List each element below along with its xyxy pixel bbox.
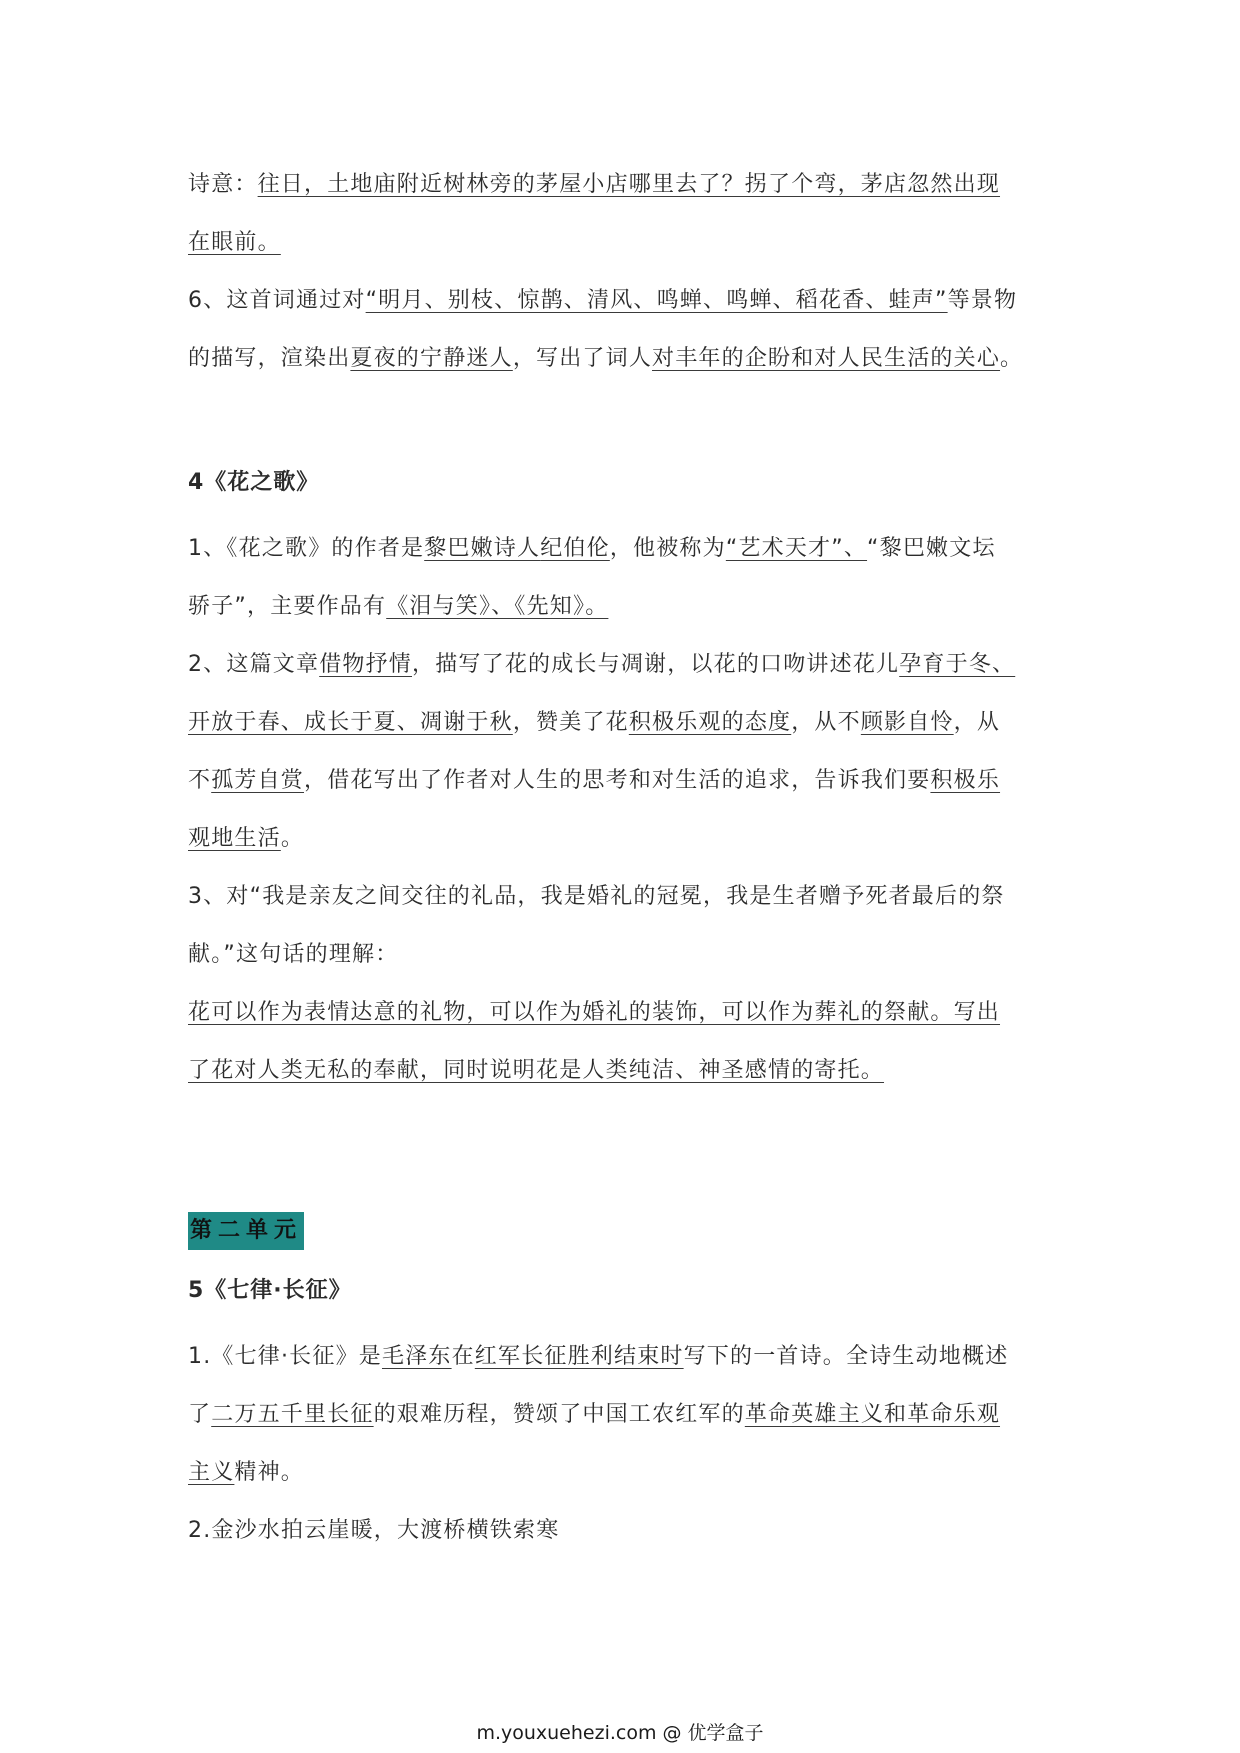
s4-item-2-b: ，描写了花的成长与凋谢，以花的口吻讲述花儿 bbox=[412, 652, 900, 677]
s5-item-1-line-2 bbox=[188, 1400, 1058, 1430]
section-4-title: 4《花之歌》 bbox=[188, 470, 320, 495]
s4-item-3-answer-2 bbox=[188, 1056, 1058, 1086]
item-6-end: 。 bbox=[1000, 346, 1024, 371]
s4-item-2-g: ，借花写出了作者对人生的思考和对生活的追求，告诉我们要 bbox=[304, 768, 931, 793]
s5-item-1-a: 1.《七律·长征》是 bbox=[188, 1344, 382, 1369]
s4-item-2-d: ，从不 bbox=[791, 710, 861, 735]
s4-title-2: “黎巴嫩文坛 bbox=[867, 536, 996, 561]
poem-meaning-label: 诗意： bbox=[188, 172, 258, 197]
s4-works: 《泪与笑》、《先知》。 bbox=[386, 594, 609, 619]
s4-item-2-line-2 bbox=[188, 708, 1058, 738]
s4-author: 纪伯伦 bbox=[540, 536, 610, 561]
s4-item-3-line-2: 献。”这句话的理解： bbox=[188, 942, 399, 967]
s5-poet: 毛泽东 bbox=[381, 1344, 452, 1369]
s4-item-1-a: 1、《花之歌》的作者是 bbox=[188, 536, 425, 561]
s4-item-2-e: ，从 bbox=[953, 710, 1001, 735]
s4-item-1-line-1 bbox=[188, 534, 1058, 564]
poem-meaning-line-2 bbox=[188, 228, 1058, 258]
s4-self-2: 孤芳自赏 bbox=[211, 768, 305, 793]
s5-item-1-b: 在 bbox=[451, 1344, 475, 1369]
s4-item-2-a: 2、这篇文章 bbox=[188, 652, 320, 677]
s4-answer-1: 花可以作为表情达意的礼物，可以作为婚礼的装饰，可以作为葬礼的祭献。写出 bbox=[188, 1000, 1001, 1025]
section-5-title: 5《七律·长征》 bbox=[188, 1278, 352, 1303]
poem-meaning-text: 往日，土地庙附近树林旁的茅屋小店哪里去了？拐了个弯，茅店忽然出现 bbox=[257, 172, 1001, 197]
s4-item-2-line-4 bbox=[188, 824, 1058, 854]
s4-item-3-answer-1 bbox=[188, 998, 1058, 1028]
poem-meaning-text-cont: 在眼前。 bbox=[188, 230, 281, 255]
s5-item-1-e: 的艰难历程，赞颂了中国工农红军的 bbox=[373, 1402, 745, 1427]
s5-item-1-line-1 bbox=[188, 1342, 1058, 1372]
item-6-prefix: 6、这首词通过对 bbox=[188, 288, 366, 313]
s5-item-1-c: 写下的一首诗。全诗生动地概述 bbox=[683, 1344, 1009, 1369]
s5-item-1-line-3 bbox=[188, 1458, 1058, 1488]
s4-method: 借物抒情 bbox=[319, 652, 413, 677]
s4-item-2-line-1 bbox=[188, 650, 1058, 680]
item-6-text-a: 的描写，渲染出 bbox=[188, 346, 351, 371]
s4-item-2-line-3 bbox=[188, 766, 1058, 796]
item-6-text-b: ，写出了词人 bbox=[512, 346, 653, 371]
s5-when: 红军长征胜利结束时 bbox=[474, 1344, 684, 1369]
item-6-feeling: 对丰年的企盼和对人民生活的关心 bbox=[652, 346, 1001, 371]
s4-author-country: 黎巴嫩诗人 bbox=[424, 536, 541, 561]
s4-item-2-c: ，赞美了花 bbox=[512, 710, 629, 735]
s5-spirit-1: 革命英雄主义和革命乐观 bbox=[744, 1402, 1001, 1427]
s5-item-1-d: 了 bbox=[188, 1402, 212, 1427]
poem-meaning-line-1 bbox=[188, 170, 1058, 200]
s4-item-1-b: ，他被称为 bbox=[609, 536, 726, 561]
s4-stage-1: 孕育于冬、 bbox=[899, 652, 1016, 677]
footer-watermark: m.youxuehezi.com @ 优学盒子 bbox=[476, 1722, 764, 1744]
s4-item-2-f: 不 bbox=[188, 768, 212, 793]
s4-stage-2: 开放于春、成长于夏、凋谢于秋 bbox=[188, 710, 513, 735]
s5-item-2: 2.金沙水拍云崖暖，大渡桥横铁索寒 bbox=[188, 1518, 560, 1543]
s4-item-3-line-1: 3、对“我是亲友之间交往的礼品，我是婚礼的冠冕，我是生者赠予死者最后的祭 bbox=[188, 884, 1005, 909]
item-6-after: 等景物 bbox=[947, 288, 1018, 313]
s4-attitude: 积极乐观的态度 bbox=[628, 710, 792, 735]
s5-spirit-2: 主义 bbox=[188, 1460, 235, 1485]
unit-badge: 第二单元 bbox=[188, 1212, 304, 1250]
item-6-scenery: “明月、别枝、惊鹊、清风、鸣蝉、鸣蝉、稻花香、蛙声” bbox=[365, 288, 948, 313]
s5-item-1-f: 精神。 bbox=[234, 1460, 305, 1485]
s4-answer-2: 了花对人类无私的奉献，同时说明花是人类纯洁、神圣感情的寄托。 bbox=[188, 1058, 885, 1083]
s4-self-1: 顾影自怜 bbox=[860, 710, 954, 735]
s4-title-1: “艺术天才”、 bbox=[725, 536, 868, 561]
item-6-line-1 bbox=[188, 286, 1058, 316]
s4-item-1-line-2 bbox=[188, 592, 1058, 622]
s5-journey: 二万五千里长征 bbox=[211, 1402, 374, 1427]
item-6-line-2 bbox=[188, 344, 1058, 374]
s4-live-2: 观地生活 bbox=[188, 826, 281, 851]
s4-item-2-end: 。 bbox=[280, 826, 305, 851]
s4-live-1: 积极乐 bbox=[930, 768, 1001, 793]
item-6-mood: 夏夜的宁静迷人 bbox=[350, 346, 513, 371]
s4-item-1-c: 骄子”，主要作品有 bbox=[188, 594, 387, 619]
